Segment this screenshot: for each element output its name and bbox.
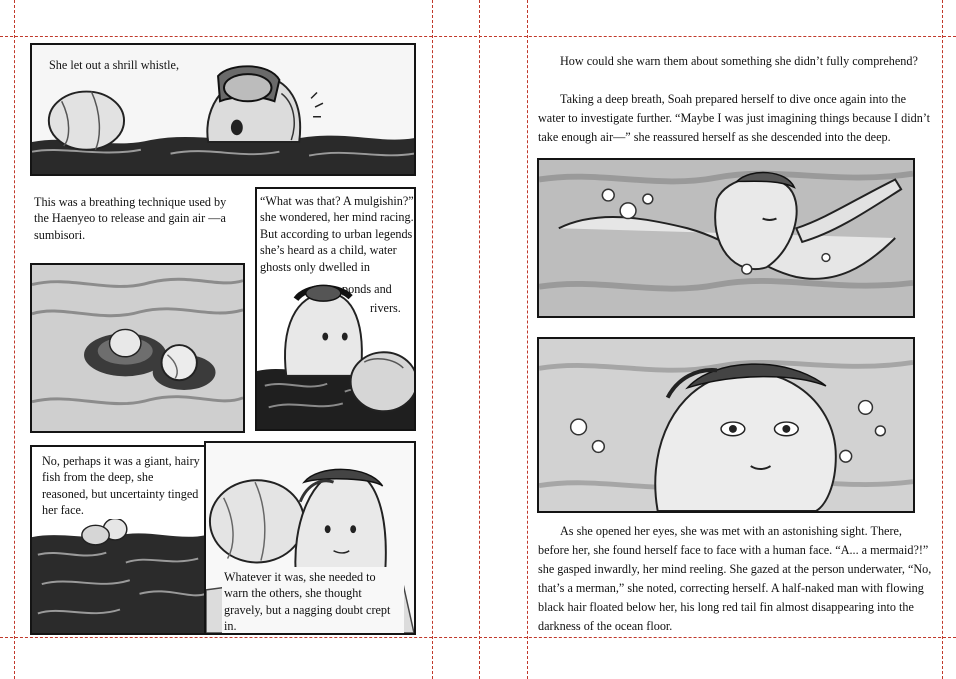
panel-warn-others xyxy=(204,441,416,635)
panel-floating-art xyxy=(32,265,243,431)
guide-line-bottom xyxy=(0,637,956,638)
panel-floating xyxy=(30,263,245,433)
left-page xyxy=(15,37,432,637)
sumbisori-caption: This was a breathing technique used by the Haenyeo to release and gain air —a sumbisori. xyxy=(34,195,227,242)
comprehend-paragraph: How could she warn them about something she didn’t fully comprehend? xyxy=(560,54,918,68)
panel-underwater-dive xyxy=(537,158,915,318)
mulgishin-caption: “What was that? A mulgishin?” she wondered, her mind racing. But according to urban legends she’s heard as a child, water ghosts only dwelled in xyxy=(260,194,414,274)
mermaid-paragraph: As she opened her eyes, she was met with an astonishing sight. There, before her, she found herself face to face with a human face. “A... a mermaid?!” she gasped inwardly, her mind reeling. She gazed at the person underwater, “No, that’s a merman,” she noted, correcting herself. A half-naked man with flowing black hair floated below her, his long red tail fin almost disappearing into the darkness of the ocean floor. xyxy=(538,524,932,633)
panel-face-to-face-art xyxy=(539,339,913,511)
guide-line-2 xyxy=(432,0,433,679)
dive-paragraph: Taking a deep breath, Soah prepared herself to dive once again into the water to investigate further. “Maybe I was just imagining things because I didn’t take enough air—” she reassured herself as she descended into the deep. xyxy=(538,92,931,144)
guide-line-3 xyxy=(479,0,480,679)
giant-fish-caption: No, perhaps it was a giant, hairy fish from the deep, she reasoned, but uncertainty tinged her face. xyxy=(42,453,202,519)
guide-line-5 xyxy=(942,0,943,679)
panel-face-to-face xyxy=(537,337,915,513)
panel-giant-fish xyxy=(30,445,208,635)
mulgishin-caption-ponds: ponds and xyxy=(342,282,392,296)
right-page xyxy=(528,37,942,637)
mulgishin-caption-rivers: rivers. xyxy=(370,301,401,315)
panel-whistle xyxy=(30,43,416,176)
panel-underwater-dive-art xyxy=(539,160,913,316)
panel-whistle-caption: She let out a shrill whistle, xyxy=(49,58,179,72)
warn-others-caption: Whatever it was, she needed to warn the others, she thought gravely, but a nagging doubt crept in. xyxy=(222,567,404,635)
